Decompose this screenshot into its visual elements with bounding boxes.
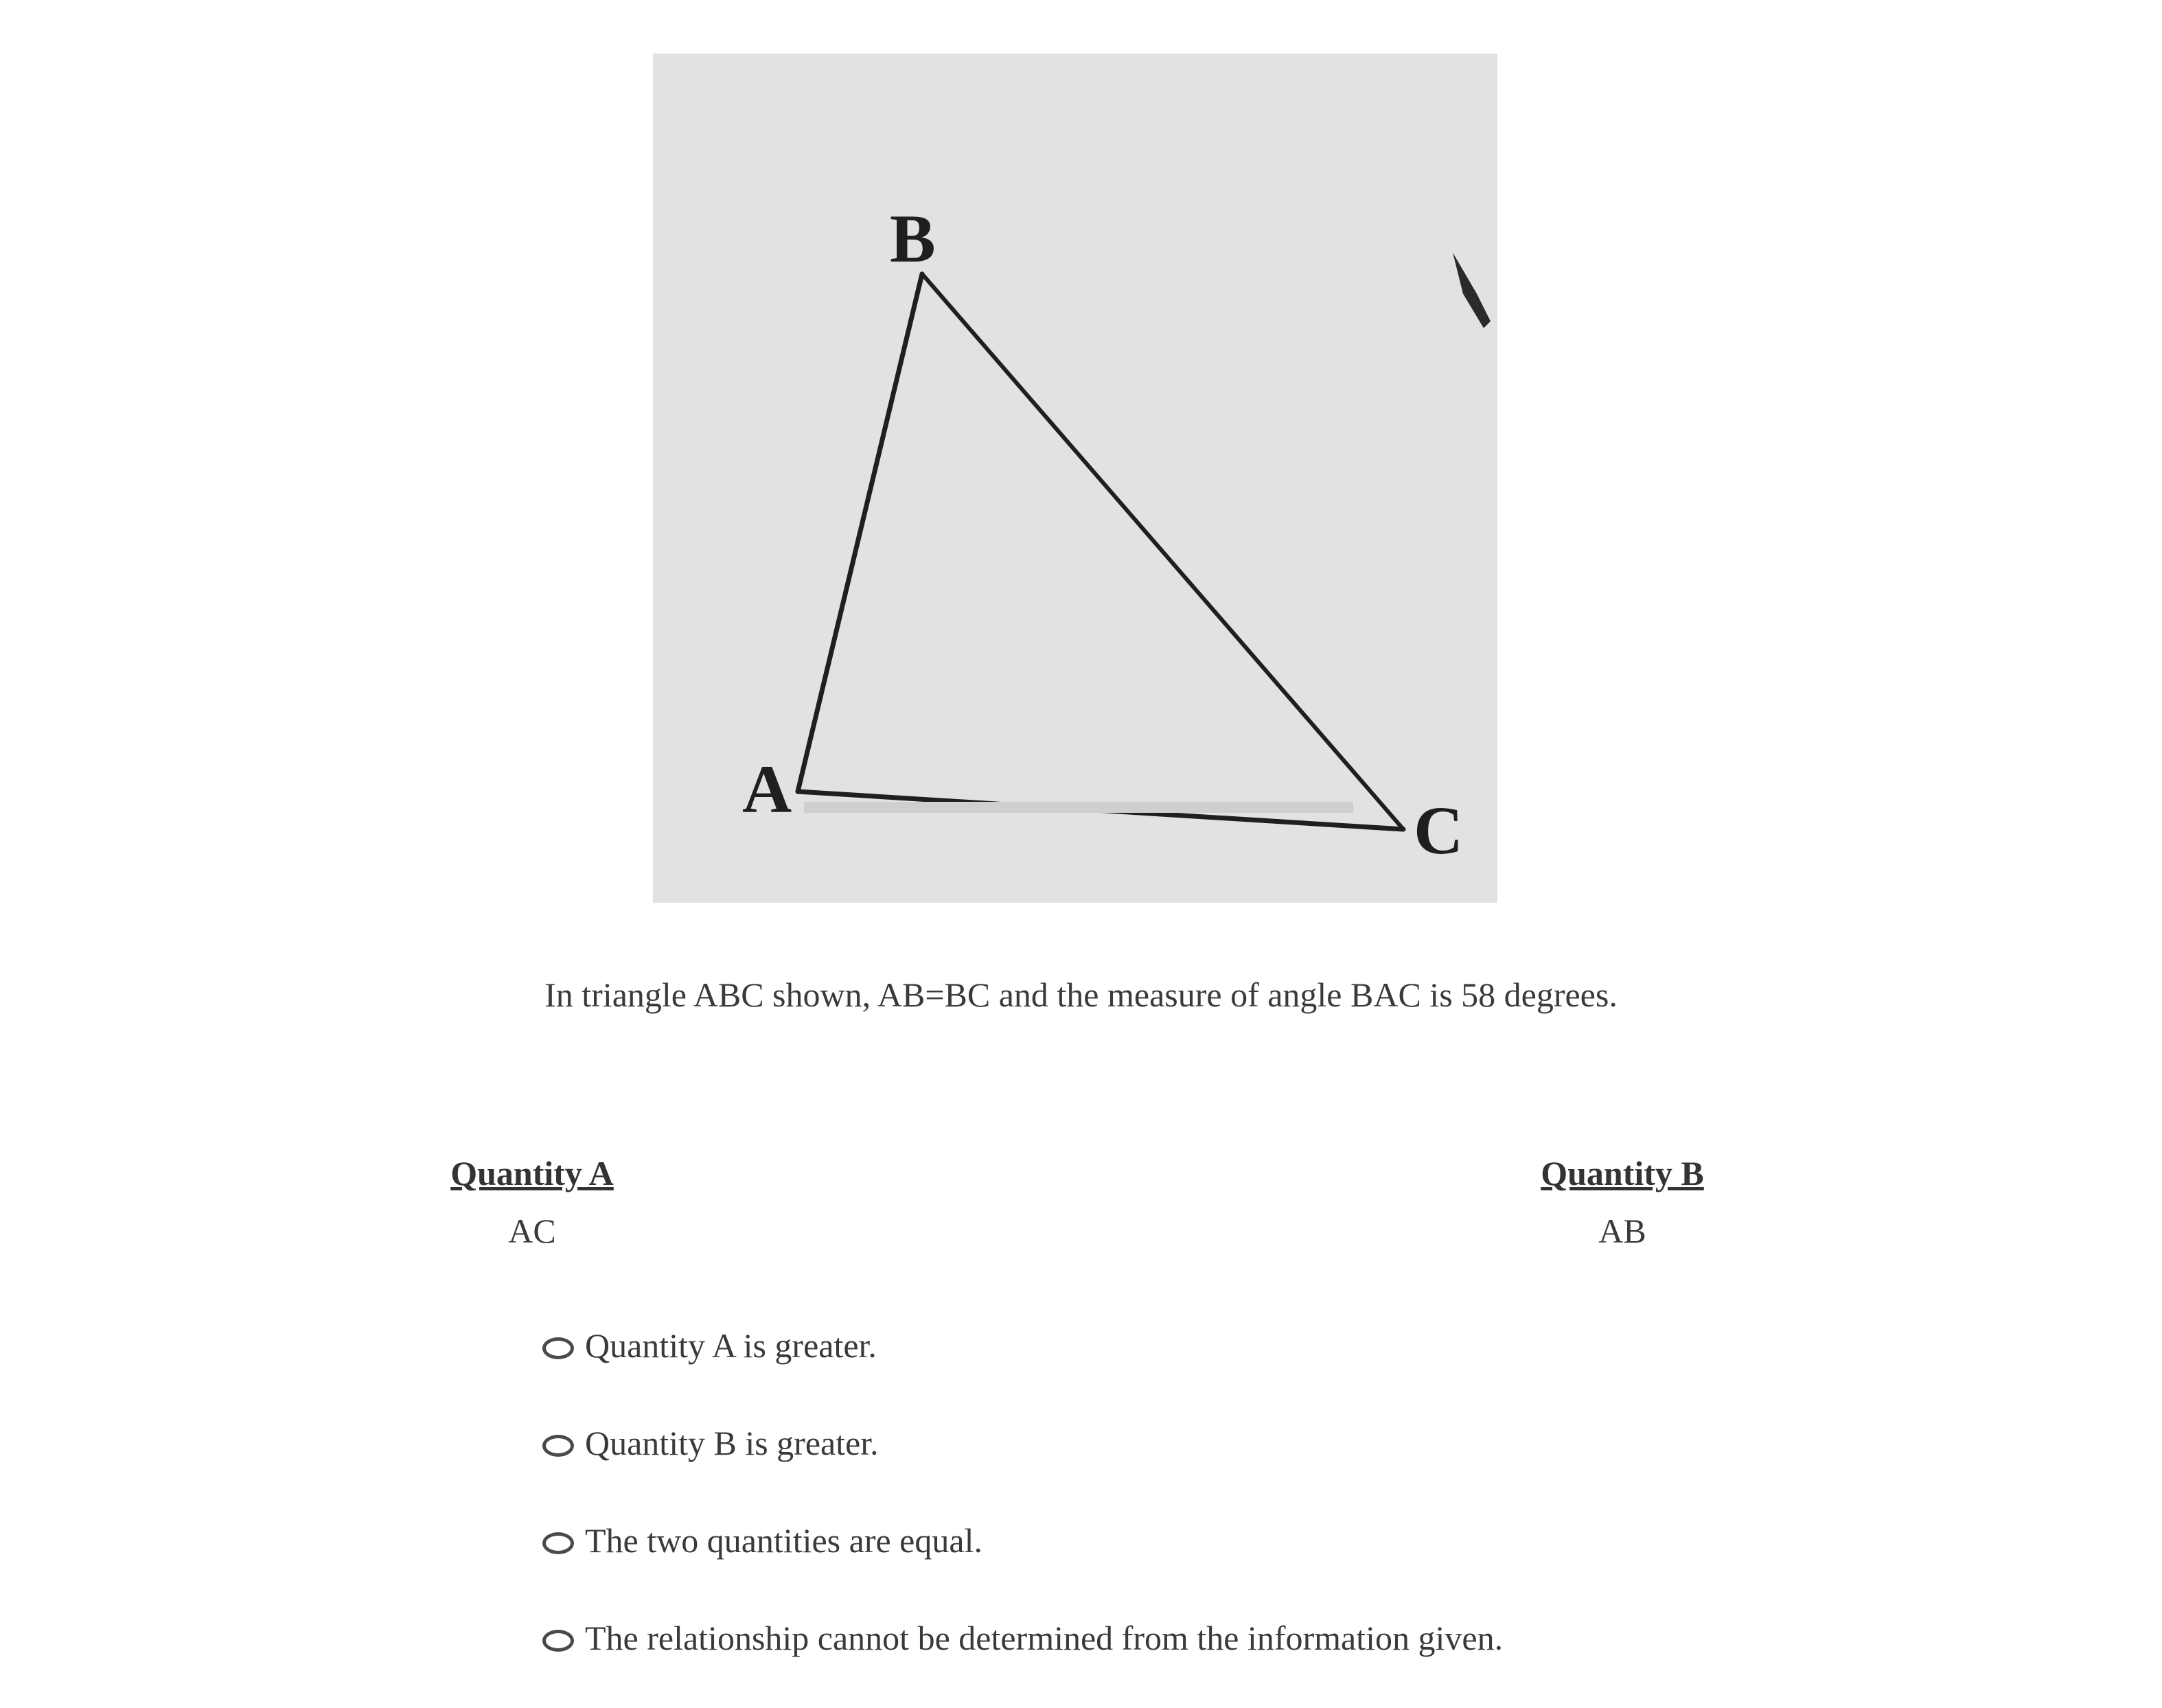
quantity-a-column — [439, 1153, 625, 1251]
option-quantity-a-greater[interactable] — [542, 1318, 1503, 1373]
question-stem: In triangle ABC shown, AB=BC and the measure of angle BAC is 58 degrees. — [544, 976, 1618, 1014]
option-label: Quantity B is greater. — [585, 1424, 879, 1462]
quantity-a-value: AC — [508, 1212, 556, 1250]
triangle-figure — [653, 54, 1497, 903]
radio-button[interactable] — [542, 1337, 574, 1359]
radio-button[interactable] — [542, 1435, 574, 1457]
vertex-label-c: C — [1414, 792, 1464, 868]
option-quantity-b-greater[interactable] — [542, 1416, 1503, 1470]
quantity-b-heading: Quantity B — [1541, 1154, 1704, 1192]
vertex-label-b: B — [890, 200, 936, 277]
option-quantities-equal[interactable] — [542, 1513, 1503, 1568]
side-bc — [922, 274, 1403, 829]
option-label: The relationship cannot be determined from the information given. — [585, 1619, 1504, 1657]
option-label: Quantity A is greater. — [585, 1326, 877, 1365]
option-label: The two quantities are equal. — [585, 1521, 982, 1560]
quantity-b-value: AB — [1598, 1212, 1646, 1250]
radio-button[interactable] — [542, 1630, 574, 1652]
option-cannot-be-determined[interactable] — [542, 1611, 1503, 1665]
answer-options — [542, 1318, 1503, 1708]
quantity-b-column — [1530, 1153, 1715, 1251]
triangle-diagram — [653, 54, 1497, 903]
scan-artifact-mark — [1453, 253, 1491, 328]
quantity-a-heading: Quantity A — [450, 1154, 614, 1192]
vertex-label-a: A — [742, 751, 792, 827]
side-ab — [798, 274, 922, 792]
radio-button[interactable] — [542, 1532, 574, 1554]
